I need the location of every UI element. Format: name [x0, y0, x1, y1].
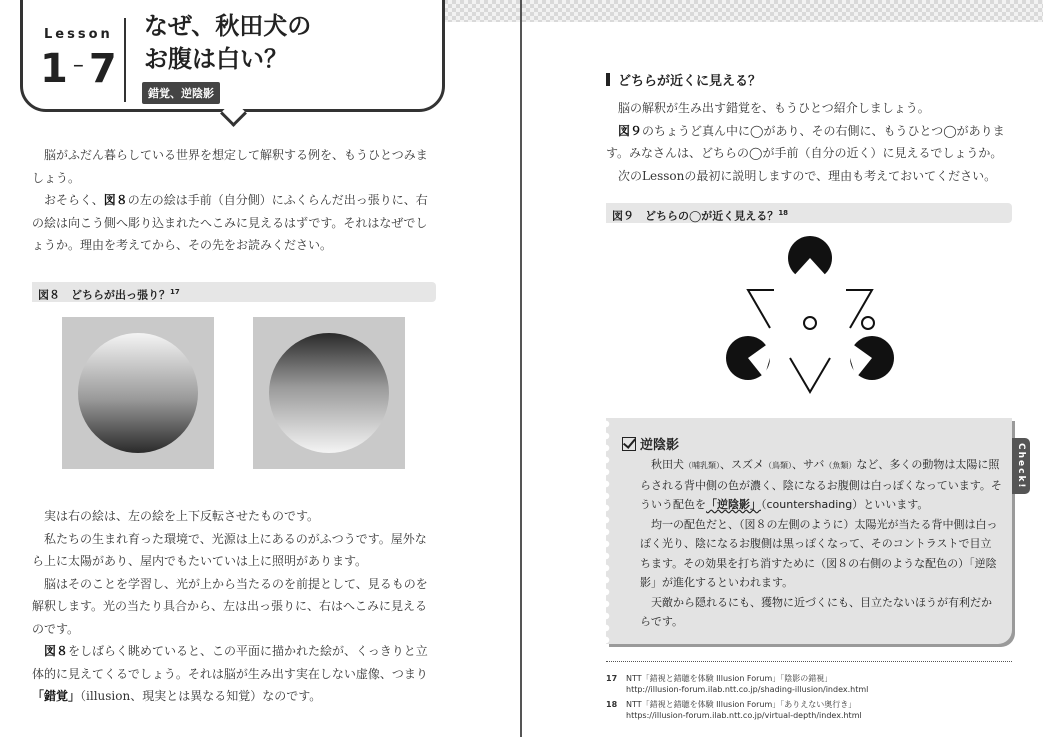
- body-paragraph-1: 実は右の絵は、左の絵を上下反転させたものです。: [44, 509, 320, 523]
- header-pattern-left: [440, 0, 520, 22]
- page-gutter: [520, 0, 522, 737]
- checkbox-icon: [622, 437, 636, 451]
- check-paragraph-1: 秋田犬（哺乳類）、スズメ（鳥類）、サバ（魚類）など、多くの動物は太陽に照らされる背中側の色が濃く、陰になるお腹側は白っぽくなっています。そういう配色を「逆陰影」（countershading）といいます。: [640, 458, 1002, 511]
- figure8-bump-circle: [78, 333, 198, 453]
- figure9-outline-triangle: [748, 290, 872, 392]
- lesson-title-line2: お腹は白い？: [144, 45, 288, 73]
- figure8-right-panel: [253, 317, 405, 469]
- check-paragraph-3: 天敵から隠れるにも、獲物に近づくにも、目立たないほうが有利だからです。: [640, 595, 992, 628]
- figure8-dent-circle: [269, 333, 389, 453]
- header-pattern-right: [522, 0, 1043, 22]
- footnote-17: 17 NTT「錯視と錯聴を体験 Illusion Forum」「陰影の錯視」 http://illusion-forum.ilab.ntt.co.jp/shading-illusion/index.html: [606, 674, 869, 694]
- footnote-divider: [606, 661, 1012, 662]
- figure9-right-circle: [862, 317, 874, 329]
- section-heading: どちらが近くに見える？: [606, 70, 761, 89]
- body-paragraph-4: 図８をしばらく眺めていると、この平面に描かれた絵が、くっきりと立体的に見えてくるでしょう。それは脳が生み出す実在しない虚像、つまり: [32, 644, 428, 681]
- intro-paragraph-2: おそらく、図８の左の絵は手前（自分側）にふくらんだ出っ張りに、右の絵は向こう側へ彫り込まれたへこみに見えるはずです。それはなぜでしょうか。理由を考えてから、その先をお読みください。: [32, 193, 428, 252]
- body-text: [32, 505, 436, 708]
- body-paragraph-5: 「錯覚」（illusion、現実とは異なる知覚）なのです。: [32, 689, 322, 703]
- figure9-label: 図９ どちらの◯が近く見える？$^{18}$: [606, 203, 1012, 223]
- right-paragraph-1: 脳の解釈が生み出す錯覚を、もうひとつ紹介しましょう。: [618, 101, 930, 115]
- figure8-left-panel: [62, 317, 214, 469]
- check-title: 逆陰影: [622, 434, 679, 453]
- intro-paragraph-1: 脳がふだん暮らしている世界を想定して解釈する例を、もうひとつみましょう。: [32, 148, 428, 185]
- lesson-title-line1: なぜ、秋田犬の: [144, 12, 312, 40]
- lesson-label: Lesson: [44, 27, 113, 42]
- body-paragraph-2: 私たちの生まれ育った環境で、光源は上にあるのがふつうです。屋外なら上に太陽があり、屋内でもたいていは上に照明があります。: [32, 531, 427, 568]
- footnote-18: 18 NTT「錯視と錯聴を体験 Illusion Forum」「ありえない奥行き」 https://illusion-forum.ilab.ntt.co.jp/virtual-depth/index.html: [606, 700, 862, 720]
- figure9-illusion: [720, 228, 900, 398]
- intro-text: [32, 144, 436, 257]
- figure8-label: 図８ どちらが出っ張り？$^{17}$: [32, 282, 436, 302]
- right-paragraph-3: 次のLessonの最初に説明しますので、理由も考えておいてください。: [618, 168, 997, 183]
- lesson-divider: [124, 18, 126, 102]
- figure9-center-circle: [804, 317, 816, 329]
- check-paragraph-2: 均一の配色だと、（図８の左側のように）太陽光が当たる背中側は白っぽく光り、陰になるお腹側は黒っぽくなって、そのコントラストで目立ちます。その効果を打ち消すために（図８の右側のような配色の）「逆陰影」が進化するといわれます。: [640, 517, 998, 589]
- right-paragraph-2: 図９のちょうど真ん中に◯があり、その右側に、もうひとつ◯がありま: [618, 123, 1005, 138]
- lesson-title: [144, 10, 311, 76]
- lesson-number: 1 – 7: [40, 46, 118, 92]
- check-text: [640, 455, 1002, 632]
- keyword-tag: 錯覚、逆陰影: [142, 82, 220, 104]
- check-tab: Check!: [1012, 438, 1030, 494]
- right-intro-text: [606, 97, 1012, 187]
- right-paragraph-2-cont: す。みなさんは、どちらの◯が手前（自分の近く）に見えるでしょうか。: [606, 146, 1003, 160]
- body-paragraph-3: 脳はそのことを学習し、光が上から当たるのを前提として、見るものを解釈します。光の当たり具合から、左は出っ張りに、右はへこみに見えるのです。: [32, 576, 428, 636]
